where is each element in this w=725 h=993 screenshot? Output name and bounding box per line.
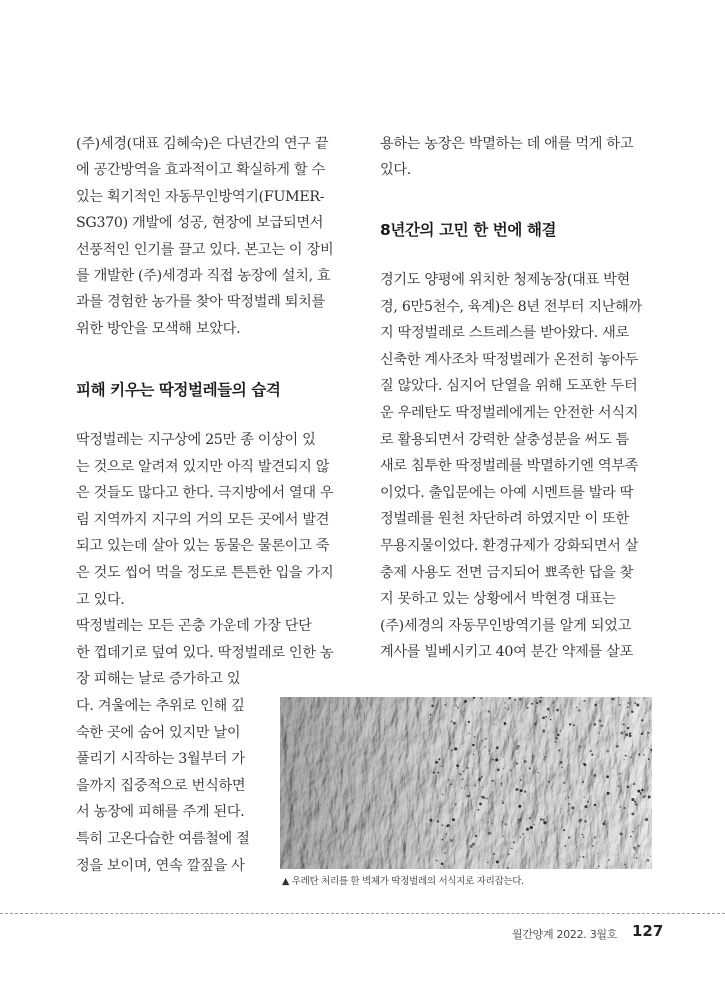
text-line: 지 딱정벌레로 스트레스를 받아왔다. 새로: [380, 325, 629, 342]
section-heading-solution: 8년간의 고민 한 번에 해결: [380, 221, 557, 239]
text-line: 계사를 빌베시키고 40여 분간 약제를 살포: [380, 644, 633, 661]
text-line: 되고 있는데 살아 있는 동물은 물론이고 죽: [76, 538, 330, 555]
text-line: 딱정벌레는 모든 곤충 가운데 가장 단단: [76, 618, 312, 635]
text-line: (주)세경의 자동무인방역기를 알게 되었고: [380, 617, 631, 634]
text-line: 특히 고온다습한 여름철에 절: [76, 831, 250, 847]
text-line: 고 있다.: [76, 591, 125, 608]
text-line: 이었다. 출입문에는 아예 시멘트를 발라 딱: [380, 484, 634, 501]
photo-caption: ▲ 우레탄 처리를 한 벽체가 딱정벌레의 서식지로 자리잡는다.: [282, 876, 524, 887]
text-line: 신축한 계사조차 딱정벌레가 온전히 놓아두: [380, 351, 639, 368]
text-line: 한 껍데기로 덮여 있다. 딱정벌레로 인한 농: [76, 644, 334, 661]
text-line: 은 것들도 많다고 한다. 극지방에서 열대 우: [76, 485, 334, 502]
text-line: 를 개발한 (주)세경과 직접 농장에 설치, 효: [76, 268, 331, 284]
text-line: 무용지물이었다. 환경규제가 강화되면서 살: [380, 538, 639, 554]
text-line: 선풍적인 인기를 끌고 있다. 본고는 이 장비: [76, 241, 334, 258]
text-line: 새로 침투한 딱정벌레를 박멸하기엔 역부족: [380, 458, 639, 475]
footer-divider: [0, 913, 725, 914]
text-line: 딱정벌레는 지구상에 25만 종 이상이 있: [76, 432, 316, 448]
publication-label: 월간양계 2022. 3월호: [512, 928, 618, 941]
section-heading-beetle-attack: 피해 키우는 딱정벌레들의 습격: [76, 381, 281, 399]
text-line: 운 우레탄도 딱정벌레에게는 안전한 서식지: [380, 405, 639, 421]
text-line: SG370) 개발에 성공, 현장에 보급되면서: [76, 215, 324, 232]
text-line: 로 활용되면서 강력한 살충성분을 써도 틈: [380, 431, 629, 448]
text-line: 풀리기 시작하는 3월부터 가: [76, 751, 245, 768]
text-line: 지 못하고 있는 상황에서 박현경 대표는: [380, 591, 616, 608]
text-line: 충제 사용도 전면 금지되어 뾰족한 답을 찾: [380, 564, 634, 581]
text-line: 서 농장에 피해를 주게 된다.: [76, 804, 245, 821]
text-line: 에 공간방역을 효과적이고 확실하게 할 수: [76, 162, 325, 179]
text-line: 위한 방안을 모색해 보았다.: [76, 320, 241, 337]
urethane-wall-photo: [280, 697, 652, 869]
text-line: 정을 보이며, 연속 깔짚을 사: [76, 857, 245, 874]
text-line: 을까지 집중적으로 번식하면: [76, 777, 246, 794]
text-line: 경기도 양평에 위치한 청제농장(대표 박현: [380, 272, 630, 288]
text-line: 과를 경험한 농가를 찾아 딱정벌레 퇴치를: [76, 294, 325, 311]
text-line: 경, 6만5천수, 육계)은 8년 전부터 지난해까: [380, 298, 642, 315]
text-line: 다. 겨울에는 추위로 인해 깊: [76, 698, 245, 714]
text-line: 있다.: [380, 162, 412, 179]
page-number: 127: [632, 922, 664, 940]
text-line: 는 것으로 알려져 있지만 아직 발견되지 않: [76, 458, 330, 475]
text-line: 림 지역까지 지구의 거의 모든 곳에서 발견: [76, 511, 330, 528]
text-line: 정벌레를 원천 차단하려 하였지만 이 또한: [380, 511, 629, 528]
text-line: 숙한 곳에 숨어 있지만 날이: [76, 724, 241, 741]
text-line: 장 피해는 날로 증가하고 있: [76, 671, 241, 688]
text-line: 은 것도 씹어 먹을 정도로 튼튼한 입을 가지: [76, 565, 334, 581]
text-line: (주)세경(대표 김혜숙)은 다년간의 연구 끝: [76, 136, 329, 152]
text-line: 있는 획기적인 자동무인방역기(FUMER-: [76, 188, 325, 205]
text-line: 용하는 농장은 박멸하는 데 애를 먹게 하고: [380, 136, 634, 152]
text-line: 질 않았다. 심지어 단열을 위해 도포한 두터: [380, 378, 638, 395]
